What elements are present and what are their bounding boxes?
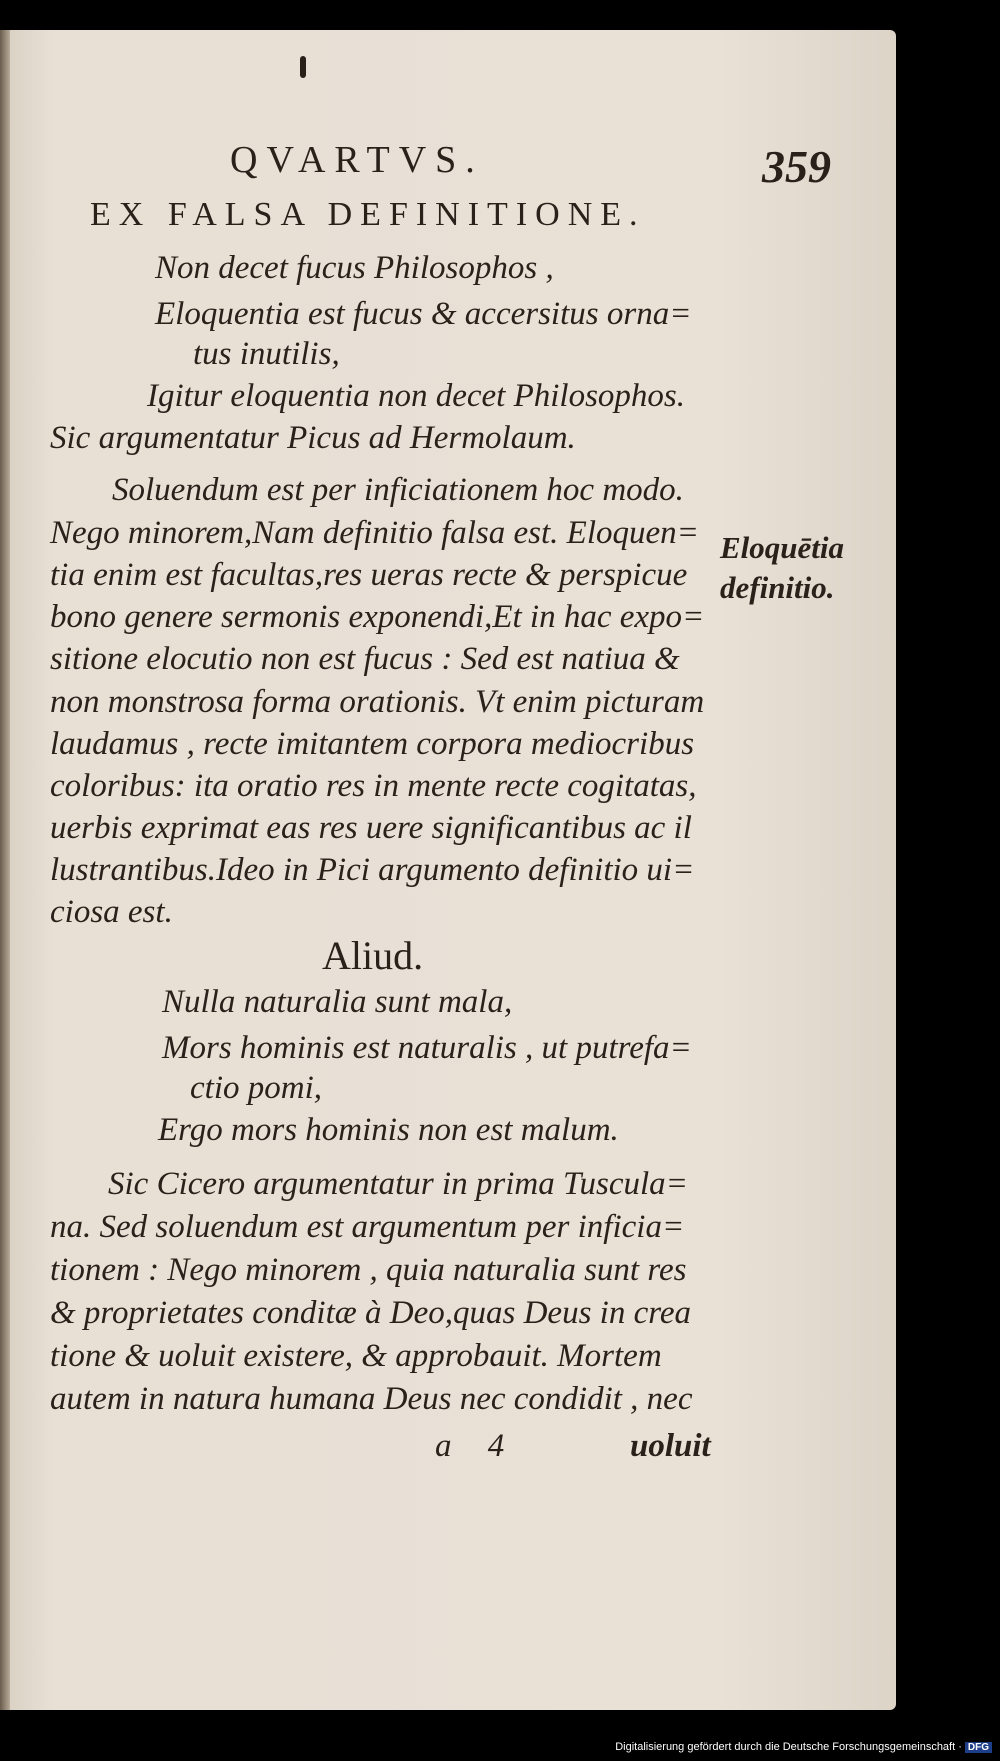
paragraph1-line: Soluendum est per inficiationem hoc modo. xyxy=(112,472,684,508)
paragraph1-line: laudamus , recte imitantem corpora mediocribus xyxy=(50,726,695,762)
section-heading: EX FALSA DEFINITIONE. xyxy=(90,196,646,233)
paragraph2-line: na. Sed soluendum est argumentum per inficia= xyxy=(50,1209,685,1245)
syllogism2-line: ctio pomi, xyxy=(190,1070,322,1106)
paragraph1-line: non monstrosa forma orationis. Vt enim picturam xyxy=(50,684,705,720)
syllogism1-line: Igitur eloquentia non decet Philosophos. xyxy=(147,378,686,414)
page-number: 359 xyxy=(762,141,831,192)
syllogism2-line: Mors hominis est naturalis , ut putrefa= xyxy=(162,1030,692,1066)
subheading: Aliud. xyxy=(322,933,424,978)
margin-note-line: Eloquētia xyxy=(720,530,845,565)
paragraph1-line: sitione elocutio non est fucus : Sed est natiua & xyxy=(50,641,680,677)
book-spine xyxy=(0,30,10,1710)
paragraph1-line: coloribus: ita oratio res in mente recte cogitatas, xyxy=(50,768,697,804)
paragraph2-line: Sic Cicero argumentatur in prima Tuscula= xyxy=(108,1166,688,1202)
paragraph1-line: uerbis exprimat eas res uere significantibus ac il xyxy=(50,810,692,846)
syllogism1-line: Sic argumentatur Picus ad Hermolaum. xyxy=(50,420,576,456)
paragraph2-line: tione & uoluit existere, & approbauit. Mortem xyxy=(50,1338,662,1374)
running-head: QVARTVS. xyxy=(230,139,484,181)
paragraph1-line: bono genere sermonis exponendi,Et in hac expo= xyxy=(50,599,705,635)
paragraph2-line: tionem : Nego minorem , quia naturalia sunt res xyxy=(50,1252,687,1288)
dfg-logo: DFG xyxy=(965,1742,992,1753)
ink-mark xyxy=(300,56,306,78)
paragraph1-line: Nego minorem,Nam definitio falsa est. Eloquen= xyxy=(50,515,699,551)
paragraph1-line: tia enim est facultas,res ueras recte & perspicue xyxy=(50,557,688,593)
paragraph2-line: & proprietates conditæ à Deo,quas Deus in crea xyxy=(50,1295,691,1331)
syllogism1-line: Non decet fucus Philosophos , xyxy=(155,250,554,286)
catchword: uoluit xyxy=(630,1428,711,1464)
signature-mark: a 4 xyxy=(435,1428,505,1464)
syllogism1-line: Eloquentia est fucus & accersitus orna= xyxy=(155,296,692,332)
syllogism1-line: tus inutilis, xyxy=(193,336,340,372)
paragraph1-line: lustrantibus.Ideo in Pici argumento definitio ui= xyxy=(50,852,695,888)
credit-text: Digitalisierung gefördert durch die Deutsche Forschungsgemeinschaft · xyxy=(615,1741,962,1753)
syllogism2-line: Nulla naturalia sunt mala, xyxy=(162,984,513,1020)
paragraph2-line: autem in natura humana Deus nec condidit , nec xyxy=(50,1381,693,1417)
paragraph1-line: ciosa est. xyxy=(50,894,173,930)
syllogism2-line: Ergo mors hominis non est malum. xyxy=(158,1112,619,1148)
digitization-credit xyxy=(615,1741,992,1753)
margin-note-line: definitio. xyxy=(720,570,835,605)
